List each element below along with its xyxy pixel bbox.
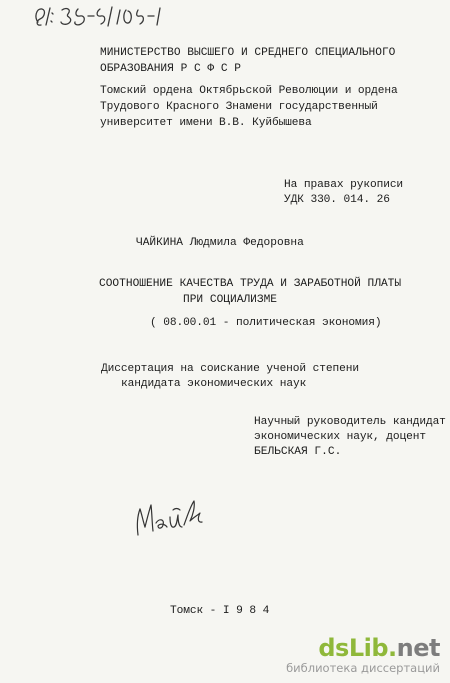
watermark-caption: библиотека диссертаций <box>286 661 440 675</box>
supervisor-line-1: Научный руководитель кандидат <box>254 416 446 428</box>
watermark-logo-main: dsLib. <box>318 634 397 662</box>
degree-line-2: кандидата экономических наук <box>121 378 307 390</box>
author-name: ЧАЙКИНА Людмила Федоровна <box>136 237 304 249</box>
ministry-line-2: ОБРАЗОВАНИЯ Р С Ф С Р <box>100 63 241 75</box>
supervisor-line-2: экономических наук, доцент <box>254 431 426 443</box>
handwritten-catalog-code <box>30 2 170 32</box>
author-signature <box>132 497 210 539</box>
dslib-watermark <box>264 635 440 675</box>
university-line-3: университет имени В.В. Куйбышева <box>100 117 312 129</box>
supervisor-name: БЕЛЬСКАЯ Г.С. <box>254 446 342 458</box>
dissertation-title-line-1: СООТНОШЕНИЕ КАЧЕСТВА ТРУДА И ЗАРАБОТНОЙ ПЛАТЫ <box>99 278 402 290</box>
university-line-1: Томский ордена Октябрьской Революции и ордена <box>100 85 398 97</box>
city-year: Томск - I 9 8 4 <box>170 605 270 617</box>
specialty-code: ( 08.00.01 - политическая экономия) <box>150 317 382 329</box>
university-line-2: Трудового Красного Знамени государственный <box>100 101 378 113</box>
watermark-logo-suffix: net <box>396 634 440 662</box>
watermark-logo <box>264 635 440 661</box>
ministry-line-1: МИНИСТЕРСТВО ВЫСШЕГО И СРЕДНЕГО СПЕЦИАЛЬНОГО <box>100 47 396 59</box>
udc-code: УДК 330. 014. 26 <box>284 194 390 206</box>
dissertation-title-line-2: ПРИ СОЦИАЛИЗМЕ <box>183 294 277 306</box>
rights-line: На правах рукописи <box>284 179 404 191</box>
degree-line-1: Диссертация на соискание ученой степени <box>101 363 359 375</box>
